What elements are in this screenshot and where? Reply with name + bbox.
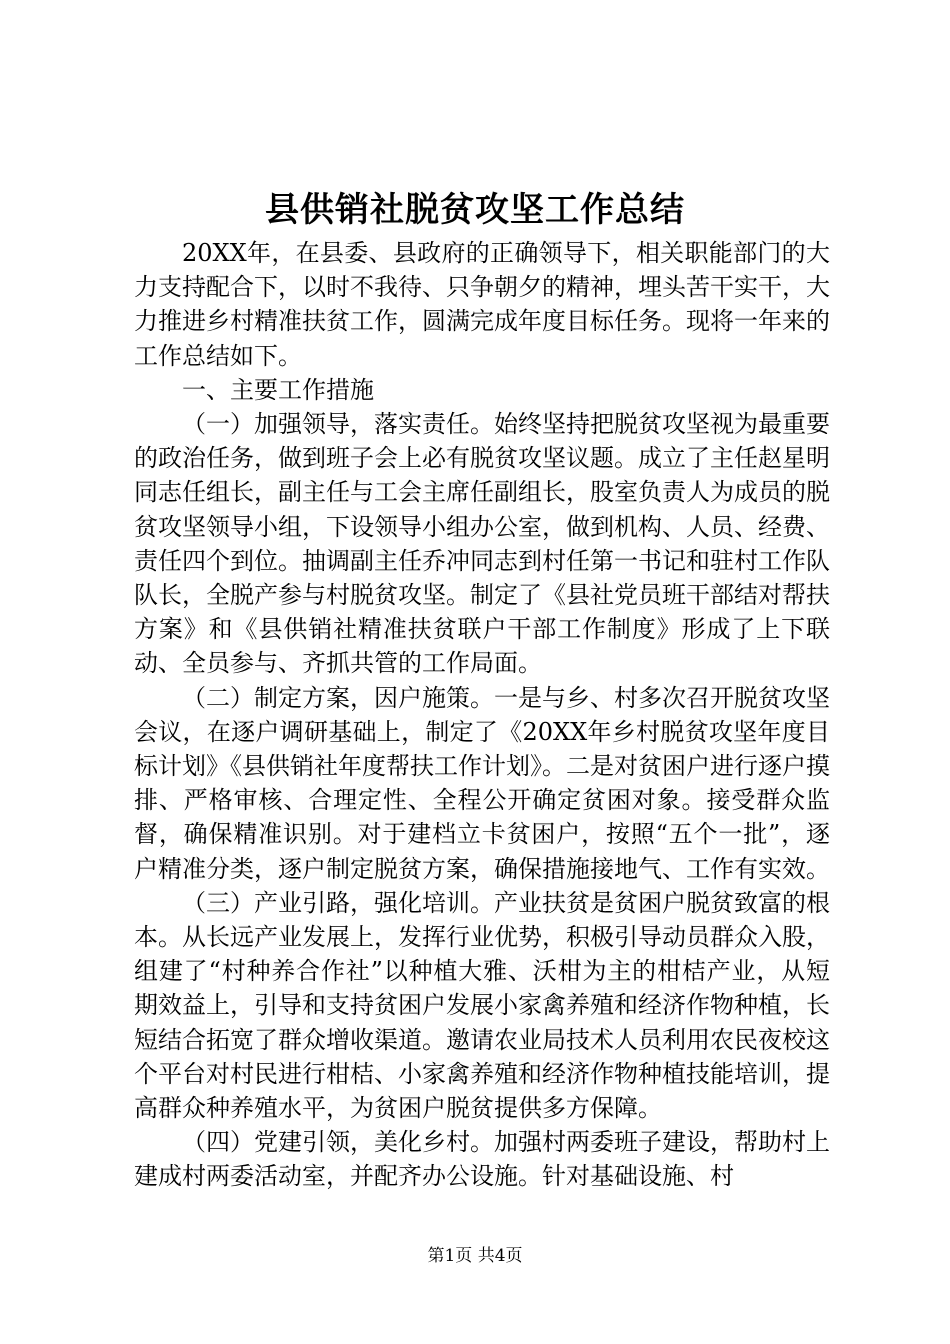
page-footer: 第1页 共4页 [427,1246,523,1266]
paragraph-intro: 20XX年，在县委、县政府的正确领导下，相关职能部门的大力支持配合下，以时不我待、只争朝夕的精神，埋头苦干实干，大力推进乡村精准扶贫工作，圆满完成年度目标任务。现将一年来的工作总结如下。 [134,239,830,370]
paragraph-measure-3: （三）产业引路，强化培训。产业扶贫是贫困户脱贫致富的根本。从长远产业发展上，发挥行业优势，积极引导动员群众入股，组建了“村种养合作社”以种植大雅、沃柑为主的柑桔产业，从短期效益上，引导和支持贫困户发展小家禽养殖和经济作物种植，长短结合拓宽了群众增收渠道。邀请农业局技术人员利用农民夜校这个平台对村民进行柑桔、小家禽养殖和经济作物种植技能培训，提高群众种养殖水平，为贫困户脱贫提供多方保障。 [134,888,830,1123]
document-title: 县供销社脱贫攻坚工作总结 [265,190,685,230]
section-heading: 一、主要工作措施 [182,375,374,404]
document-body [134,236,830,1194]
paragraph-measure-2: （二）制定方案，因户施策。一是与乡、村多次召开脱贫攻坚会议，在逐户调研基础上，制定了《20XX年乡村脱贫攻坚年度目标计划》《县供销社年度帮扶工作计划》。二是对贫困户进行逐户摸排、严格审核、合理定性、全程公开确定贫困对象。接受群众监督，确保精准识别。对于建档立卡贫困户，按照“五个一批”，逐户精准分类，逐户制定脱贫方案，确保措施接地气、工作有实效。 [134,683,830,883]
paragraph-measure-1: （一）加强领导，落实责任。始终坚持把脱贫攻坚视为最重要的政治任务，做到班子会上必有脱贫攻坚议题。成立了主任赵星明同志任组长，副主任与工会主席任副组长，股室负责人为成员的脱贫攻坚领导小组，下设领导小组办公室，做到机构、人员、经费、责任四个到位。抽调副主任乔冲同志到村任第一书记和驻村工作队队长，全脱产参与村脱贫攻坚。制定了《县社党员班干部结对帮扶方案》和《县供销社精准扶贫联户干部工作制度》形成了上下联动、全员参与、齐抓共管的工作局面。 [134,410,830,678]
paragraph-measure-4: （四）党建引领，美化乡村。加强村两委班子建设，帮助村上建成村两委活动室，并配齐办公设施。针对基础设施、村 [134,1128,830,1191]
